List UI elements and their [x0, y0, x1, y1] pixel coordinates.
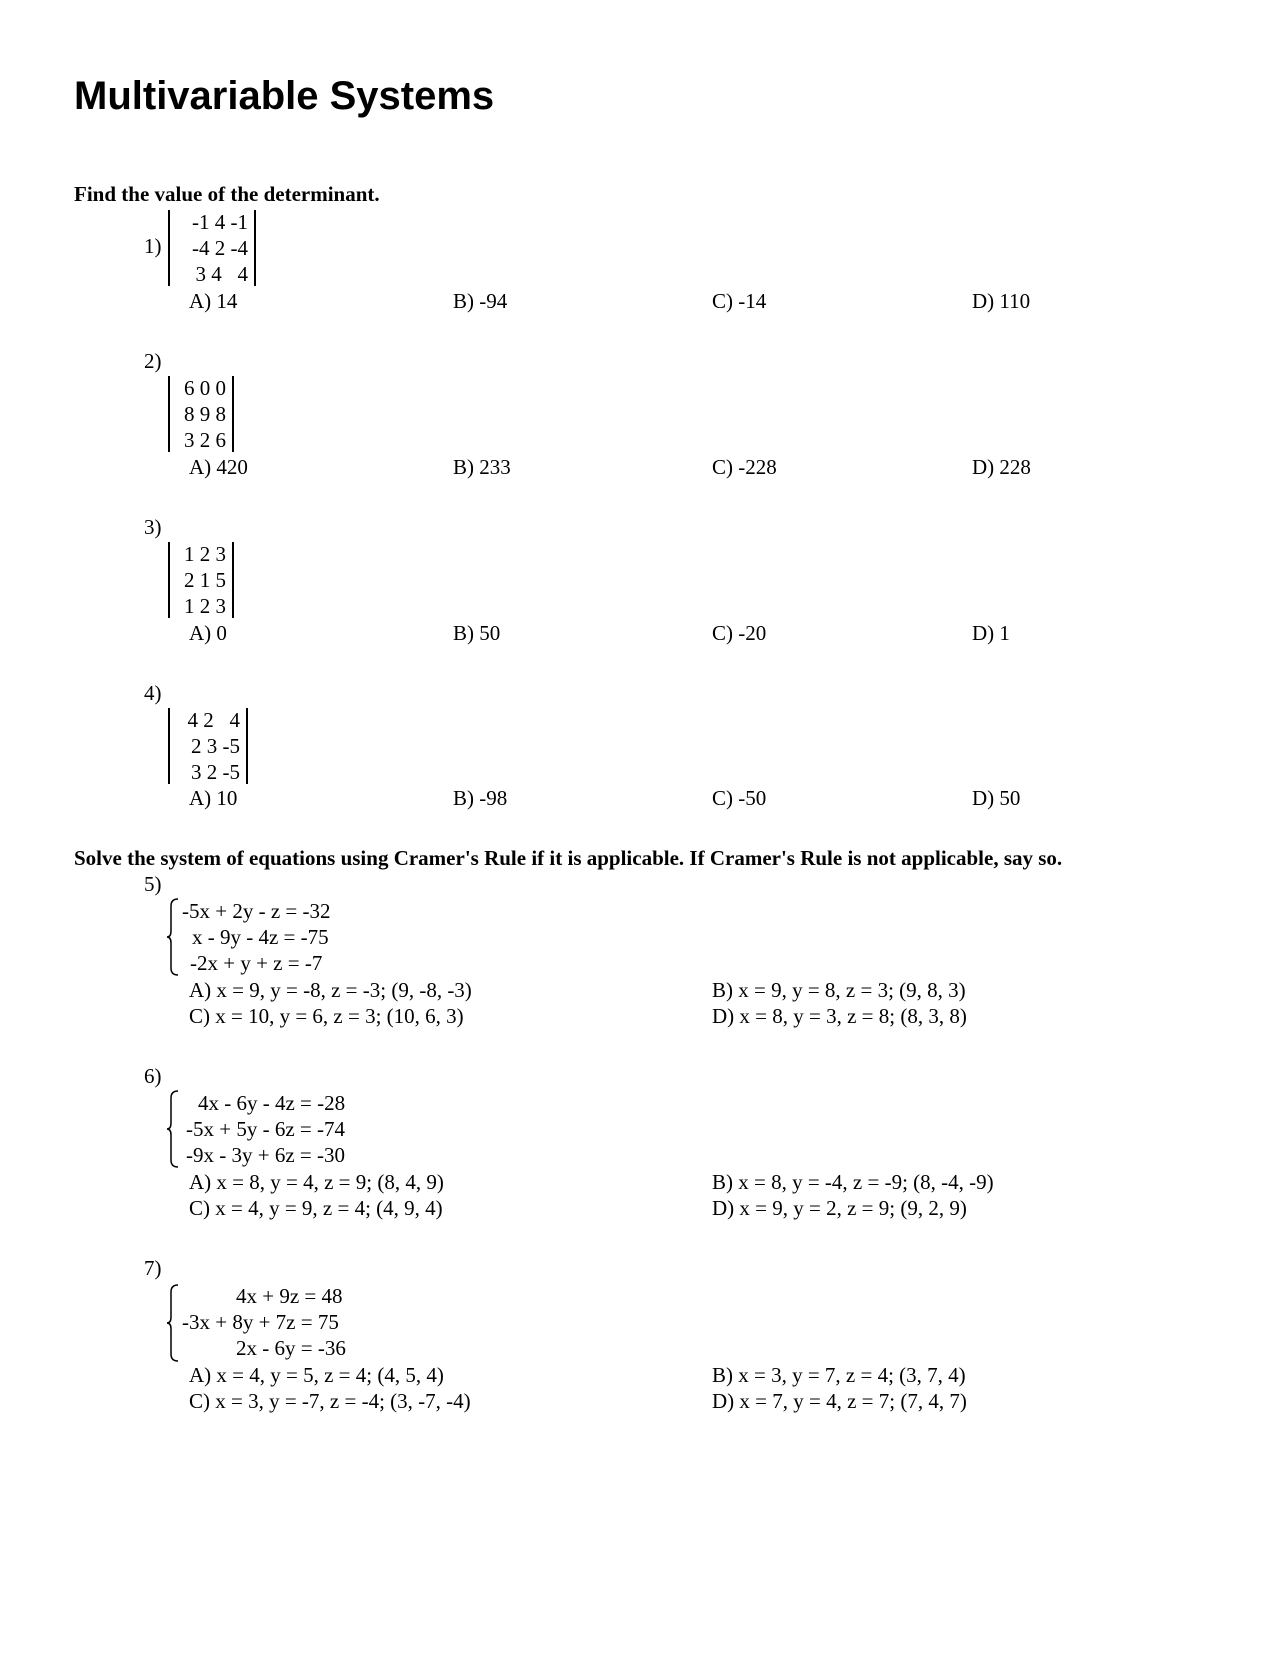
matrix-row: 6 0 0: [184, 376, 226, 400]
matrix-row: 3 4 4: [195, 262, 248, 286]
answer-option-c: C) -20: [712, 621, 767, 645]
left-brace-icon: [166, 1090, 180, 1168]
answer-option-d: D) x = 9, y = 2, z = 9; (9, 2, 9): [712, 1196, 967, 1220]
question-number: 2): [144, 349, 162, 373]
answer-option-d: D) 228: [972, 455, 1031, 479]
page-title: Multivariable Systems: [74, 74, 495, 118]
matrix-row: 2 3 -5: [191, 734, 240, 758]
equation-line: -5x + 5y - 6z = -74: [186, 1117, 345, 1141]
matrix-row: 1 2 3: [184, 594, 226, 618]
answer-option-b: B) -98: [453, 786, 508, 810]
matrix-row: 8 9 8: [184, 402, 226, 426]
question-number: 5): [144, 872, 162, 896]
equation-line: -5x + 2y - z = -32: [182, 899, 331, 923]
answer-option-b: B) x = 3, y = 7, z = 4; (3, 7, 4): [712, 1363, 966, 1387]
answer-option-d: D) 1: [972, 621, 1010, 645]
matrix-row: -1 4 -1: [192, 210, 248, 234]
answer-option-c: C) x = 10, y = 6, z = 3; (10, 6, 3): [189, 1004, 464, 1028]
answer-option-a: A) x = 9, y = -8, z = -3; (9, -8, -3): [189, 978, 472, 1002]
determinant-matrix: [168, 542, 234, 618]
matrix-row: 4 2 4: [187, 708, 240, 732]
left-brace-icon: [166, 898, 180, 976]
answer-option-a: A) x = 4, y = 5, z = 4; (4, 5, 4): [189, 1363, 444, 1387]
equation-line: 4x + 9z = 48: [236, 1284, 343, 1308]
answer-option-b: B) 50: [453, 621, 501, 645]
answer-option-c: C) -50: [712, 786, 767, 810]
section-cramer-heading: Solve the system of equations using Cramer's Rule if it is applicable. If Cramer's Rule is not applicable, say so.: [74, 846, 1063, 870]
question-number: 4): [144, 681, 162, 705]
matrix-row: 3 2 6: [184, 428, 226, 452]
answer-option-b: B) x = 8, y = -4, z = -9; (8, -4, -9): [712, 1170, 994, 1194]
answer-option-d: D) 50: [972, 786, 1021, 810]
answer-option-c: C) -14: [712, 289, 767, 313]
matrix-row: -4 2 -4: [192, 236, 248, 260]
answer-option-d: D) x = 7, y = 4, z = 7; (7, 4, 7): [712, 1389, 967, 1413]
equation-line: -2x + y + z = -7: [190, 951, 323, 975]
question-number: 6): [144, 1064, 162, 1088]
determinant-matrix: [168, 708, 248, 784]
matrix-row: 1 2 3: [184, 542, 226, 566]
equation-line: 2x - 6y = -36: [236, 1336, 346, 1360]
answer-option-c: C) -228: [712, 455, 777, 479]
answer-option-c: C) x = 4, y = 9, z = 4; (4, 9, 4): [189, 1196, 443, 1220]
equation-line: -3x + 8y + 7z = 75: [182, 1310, 339, 1334]
answer-option-b: B) x = 9, y = 8, z = 3; (9, 8, 3): [712, 978, 966, 1002]
question-number: 1): [144, 234, 162, 258]
answer-option-d: D) 110: [972, 289, 1031, 313]
matrix-row: 2 1 5: [184, 568, 226, 592]
matrix-row: 3 2 -5: [191, 760, 240, 784]
answer-option-b: B) -94: [453, 289, 508, 313]
answer-option-a: A) 10: [189, 786, 238, 810]
section-determinant-heading: Find the value of the determinant.: [74, 182, 380, 206]
equation-line: 4x - 6y - 4z = -28: [198, 1091, 346, 1115]
equation-line: -9x - 3y + 6z = -30: [186, 1143, 345, 1167]
question-number: 3): [144, 515, 162, 539]
answer-option-a: A) x = 8, y = 4, z = 9; (8, 4, 9): [189, 1170, 444, 1194]
equation-line: x - 9y - 4z = -75: [192, 925, 329, 949]
determinant-matrix: [168, 210, 256, 286]
answer-option-a: A) 420: [189, 455, 248, 479]
question-number: 7): [144, 1256, 162, 1280]
answer-option-a: A) 0: [189, 621, 227, 645]
answer-option-b: B) 233: [453, 455, 511, 479]
answer-option-c: C) x = 3, y = -7, z = -4; (3, -7, -4): [189, 1389, 471, 1413]
determinant-matrix: [168, 376, 234, 452]
answer-option-d: D) x = 8, y = 3, z = 8; (8, 3, 8): [712, 1004, 967, 1028]
answer-option-a: A) 14: [189, 289, 238, 313]
left-brace-icon: [166, 1284, 180, 1362]
